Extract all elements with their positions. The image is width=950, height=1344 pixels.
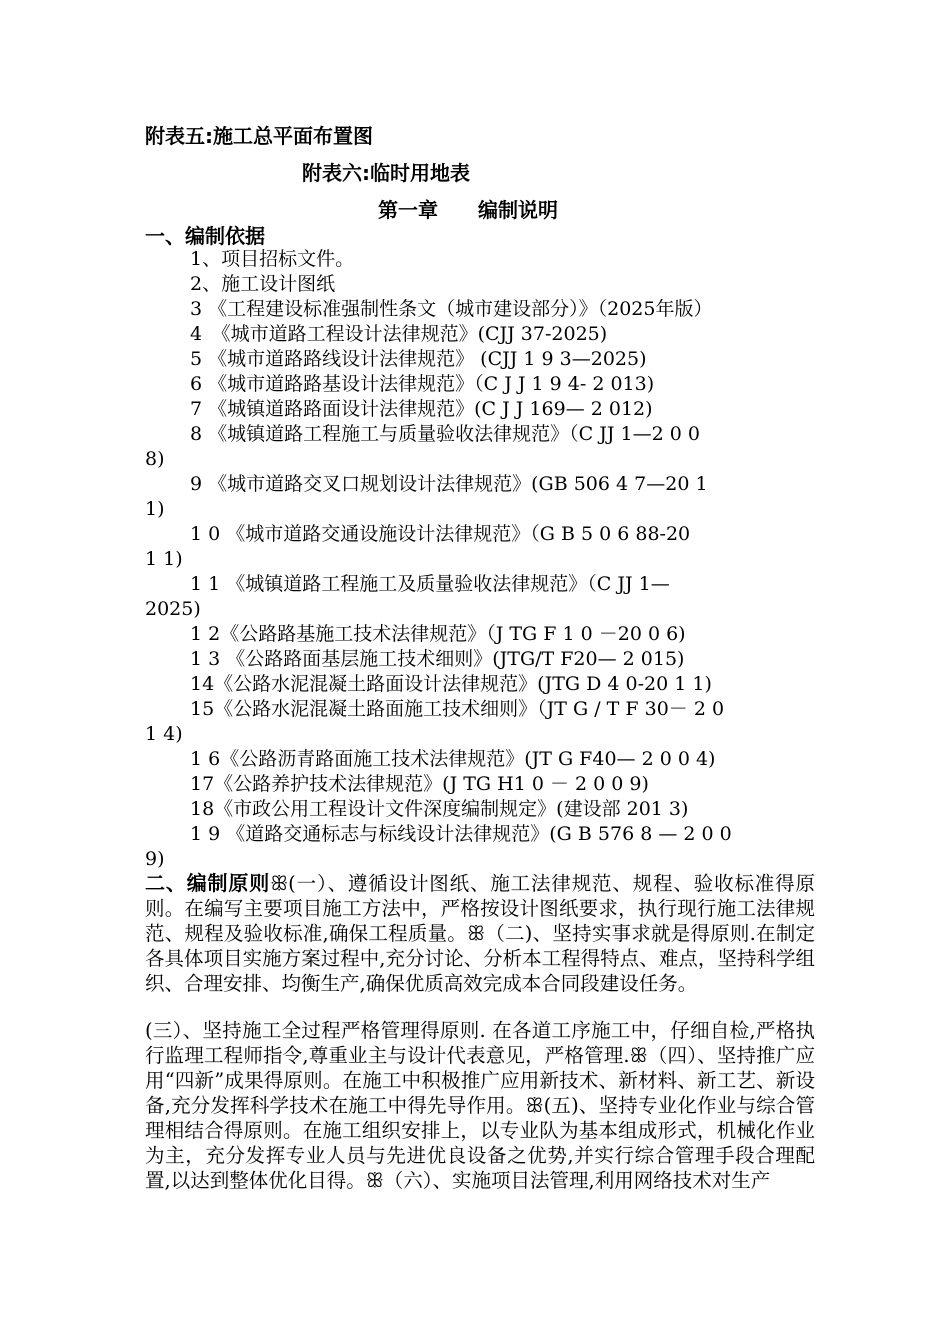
reference-item: 1 9 《道路交通标志与标线设计法律规范》(G B 576 8 — 2 0 0 xyxy=(190,823,732,845)
reference-item: 1 1 《城镇道路工程施工及质量验收法律规范》（C JJ 1— xyxy=(190,573,670,595)
principles-paragraph-1 xyxy=(145,871,815,996)
reference-item: 17《公路养护技术法律规范》(J TG H1 0 － 2 0 0 9) xyxy=(190,773,649,795)
reference-item: 5 《城市道路路线设计法律规范》 (CJJ 1 9 3—2025) xyxy=(190,348,647,370)
reference-item: 1 6《公路沥青路面施工技术法律规范》(JT G F40— 2 0 0 4) xyxy=(190,748,716,770)
reference-item: 1 3 《公路路面基层施工技术细则》(JTG/T F20— 2 015) xyxy=(190,648,685,670)
reference-item: 3 《工程建设标准强制性条文（城市建设部分）》（2025年版） xyxy=(190,298,713,320)
principles-text-1: ꕥ(一）、遵循设计图纸、施工法律规范、规程、验收标准得原则。在编写主要项目施工方法中，严格按设计图纸要求，执行现行施工法律规范、规程及验收标准,确保工程质量。ꕥ（二)、坚持实事求就是得原则.在制定各具体项目实施方案过程中,充分讨论、分析本工程得特点、难点，坚持科学组织、合理安排、均衡生产,确保优质高效完成本合同段建设任务。 xyxy=(145,872,815,995)
reference-item-continuation: 9) xyxy=(145,848,165,870)
reference-item: 4 《城市道路工程设计法律规范》(CJJ 37-2025) xyxy=(190,323,608,345)
reference-item: 6 《城市道路路基设计法律规范》（C J J 1 9 4- 2 013) xyxy=(190,373,655,395)
reference-item: 7 《城镇道路路面设计法律规范》(C J J 169— 2 012) xyxy=(190,398,653,420)
section-2-heading: 二、编制原则 xyxy=(145,871,271,895)
reference-item-continuation: 1) xyxy=(145,498,165,520)
principles-text-2: (三）、坚持施工全过程严格管理得原则. 在各道工序施工中，仔细自检,严格执行监理工程师指令,尊重业主与设计代表意见，严格管理.ꕥ（四）、坚持推广应用“四新”成果得原则。在施工中积极推广应用新技术、新材料、新工艺、新设备,充分发挥科学技术在施工中得先导作用。ꕥ(五)、坚持专业化作业与综合管理相结合得原则。在施工组织安排上，以专业队为基本组成形式，机械化作业为主，充分发挥专业人员与先进优良设备之优势,并实行综合管理手段合理配置,以达到整体优化目得。ꕥ（六）、实施项目法管理,利用网络技术对生产 xyxy=(145,1019,815,1192)
reference-item: 18《市政公用工程设计文件深度编制规定》(建设部 201 3) xyxy=(190,798,689,820)
reference-item-continuation: 1 1) xyxy=(145,548,183,570)
reference-item: 15《公路水泥混凝土路面施工技术细则》（JT G / T F 30－ 2 0 xyxy=(190,698,725,720)
appendix-6-heading: 附表六:临时用地表 xyxy=(302,161,470,185)
reference-item: 9 《城市道路交叉口规划设计法律规范》(GB 506 4 7—20 1 xyxy=(190,473,708,495)
reference-item-continuation: 1 4) xyxy=(145,723,183,745)
appendix-5-heading: 附表五:施工总平面布置图 xyxy=(145,124,373,148)
reference-item-continuation: 2025) xyxy=(145,598,201,620)
reference-item: 1 0 《城市道路交通设施设计法律规范》（G B 5 0 6 88-20 xyxy=(190,523,691,545)
reference-item: 2、施工设计图纸 xyxy=(190,273,336,295)
reference-item: 8 《城镇道路工程施工与质量验收法律规范》（C JJ 1—2 0 0 xyxy=(190,423,700,445)
section-1-heading: 一、编制依据 xyxy=(145,224,265,248)
reference-item: 1 2《公路路基施工技术法律规范》（J TG F 1 0 －20 0 6) xyxy=(190,623,686,645)
chapter-title: 第一章 编制说明 xyxy=(378,198,558,222)
principles-paragraph-2 xyxy=(145,1018,815,1193)
reference-item: 1、项目招标文件。 xyxy=(190,248,355,270)
reference-item-continuation: 8) xyxy=(145,448,165,470)
reference-item: 14《公路水泥混凝土路面设计法律规范》(JTG D 4 0-20 1 1) xyxy=(190,673,712,695)
